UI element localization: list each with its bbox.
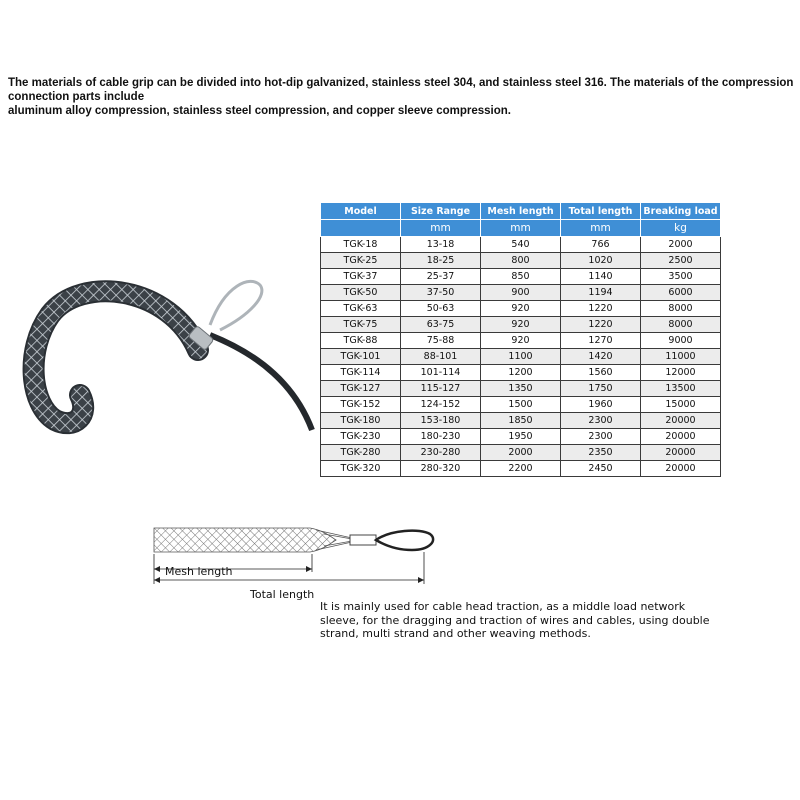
table-row — [321, 333, 721, 349]
table-row — [321, 317, 721, 333]
cell-load: 2000 — [641, 237, 721, 253]
cell-load: 13500 — [641, 381, 721, 397]
usage-description: It is mainly used for cable head traction, as a middle load network sleeve, for the dragging and traction of wires and cables, using double strand, multi strand and other weaving methods. — [320, 600, 710, 640]
cell-size: 180-230 — [401, 429, 481, 445]
cell-model: TGK-127 — [321, 381, 401, 397]
unit-model — [321, 220, 401, 237]
cell-load: 12000 — [641, 365, 721, 381]
cell-size: 37-50 — [401, 285, 481, 301]
cell-total: 1020 — [561, 253, 641, 269]
table-row — [321, 445, 721, 461]
table-row — [321, 429, 721, 445]
cell-size: 153-180 — [401, 413, 481, 429]
cell-load: 20000 — [641, 413, 721, 429]
cell-mesh: 800 — [481, 253, 561, 269]
header-model: Model — [321, 203, 401, 220]
cell-model: TGK-37 — [321, 269, 401, 285]
cell-load: 2500 — [641, 253, 721, 269]
cell-model: TGK-180 — [321, 413, 401, 429]
cell-mesh: 920 — [481, 301, 561, 317]
cell-mesh: 1350 — [481, 381, 561, 397]
intro-line-2: connection parts include — [8, 91, 145, 103]
cell-mesh: 920 — [481, 317, 561, 333]
cell-model: TGK-101 — [321, 349, 401, 365]
table-header-row — [321, 203, 721, 220]
table-row — [321, 397, 721, 413]
cell-mesh: 2200 — [481, 461, 561, 477]
cell-model: TGK-152 — [321, 397, 401, 413]
cell-mesh: 540 — [481, 237, 561, 253]
cell-total: 2300 — [561, 429, 641, 445]
cell-mesh: 850 — [481, 269, 561, 285]
cell-mesh: 1100 — [481, 349, 561, 365]
table-row — [321, 365, 721, 381]
table-row — [321, 381, 721, 397]
intro-text — [8, 76, 800, 118]
cell-model: TGK-280 — [321, 445, 401, 461]
table-row — [321, 237, 721, 253]
cable-grip-photo — [20, 255, 320, 435]
cell-size: 101-114 — [401, 365, 481, 381]
cell-load: 6000 — [641, 285, 721, 301]
intro-line-1: The materials of cable grip can be divided into hot-dip galvanized, stainless steel 304, and stainless steel 316. The materials of the compression — [8, 77, 794, 89]
header-size-range: Size Range — [401, 203, 481, 220]
cell-total: 2450 — [561, 461, 641, 477]
cell-total: 1560 — [561, 365, 641, 381]
cell-load: 8000 — [641, 301, 721, 317]
cell-model: TGK-75 — [321, 317, 401, 333]
header-total-length: Total length — [561, 203, 641, 220]
cell-load: 20000 — [641, 429, 721, 445]
cell-model: TGK-230 — [321, 429, 401, 445]
intro-line-3: aluminum alloy compression, stainless steel compression, and copper sleeve compression. — [8, 105, 511, 117]
unit-mesh-length: mm — [481, 220, 561, 237]
cell-size: 18-25 — [401, 253, 481, 269]
cell-load: 11000 — [641, 349, 721, 365]
cell-model: TGK-18 — [321, 237, 401, 253]
cell-total: 1750 — [561, 381, 641, 397]
cell-mesh: 900 — [481, 285, 561, 301]
cell-load: 8000 — [641, 317, 721, 333]
cell-total: 1220 — [561, 301, 641, 317]
cell-model: TGK-114 — [321, 365, 401, 381]
table-row — [321, 301, 721, 317]
cell-size: 230-280 — [401, 445, 481, 461]
cell-total: 766 — [561, 237, 641, 253]
spec-table — [320, 202, 721, 477]
table-row — [321, 413, 721, 429]
cell-size: 280-320 — [401, 461, 481, 477]
header-mesh-length: Mesh length — [481, 203, 561, 220]
cell-model: TGK-50 — [321, 285, 401, 301]
cell-total: 2350 — [561, 445, 641, 461]
cell-total: 1220 — [561, 317, 641, 333]
table-units-row — [321, 220, 721, 237]
table-row — [321, 269, 721, 285]
unit-breaking-load: kg — [641, 220, 721, 237]
cell-total: 1420 — [561, 349, 641, 365]
cell-mesh: 1500 — [481, 397, 561, 413]
cell-total: 1960 — [561, 397, 641, 413]
mesh-length-label: Mesh length — [165, 565, 233, 578]
cell-size: 25-37 — [401, 269, 481, 285]
cell-model: TGK-320 — [321, 461, 401, 477]
unit-total-length: mm — [561, 220, 641, 237]
total-length-label: Total length — [250, 588, 315, 601]
cell-mesh: 2000 — [481, 445, 561, 461]
cell-size: 63-75 — [401, 317, 481, 333]
cell-mesh: 1950 — [481, 429, 561, 445]
cell-size: 50-63 — [401, 301, 481, 317]
cell-total: 1194 — [561, 285, 641, 301]
cell-model: TGK-88 — [321, 333, 401, 349]
cell-load: 20000 — [641, 445, 721, 461]
table-row — [321, 253, 721, 269]
cell-mesh: 920 — [481, 333, 561, 349]
cell-size: 115-127 — [401, 381, 481, 397]
cell-model: TGK-25 — [321, 253, 401, 269]
cell-size: 88-101 — [401, 349, 481, 365]
cell-size: 124-152 — [401, 397, 481, 413]
table-row — [321, 285, 721, 301]
cell-load: 20000 — [641, 461, 721, 477]
cell-mesh: 1850 — [481, 413, 561, 429]
cell-model: TGK-63 — [321, 301, 401, 317]
table-row — [321, 349, 721, 365]
cell-total: 1270 — [561, 333, 641, 349]
unit-size-range: mm — [401, 220, 481, 237]
cell-size: 75-88 — [401, 333, 481, 349]
table-row — [321, 461, 721, 477]
header-breaking-load: Breaking load — [641, 203, 721, 220]
cell-size: 13-18 — [401, 237, 481, 253]
cell-total: 2300 — [561, 413, 641, 429]
cell-load: 15000 — [641, 397, 721, 413]
cell-mesh: 1200 — [481, 365, 561, 381]
cell-total: 1140 — [561, 269, 641, 285]
cell-load: 3500 — [641, 269, 721, 285]
cell-load: 9000 — [641, 333, 721, 349]
